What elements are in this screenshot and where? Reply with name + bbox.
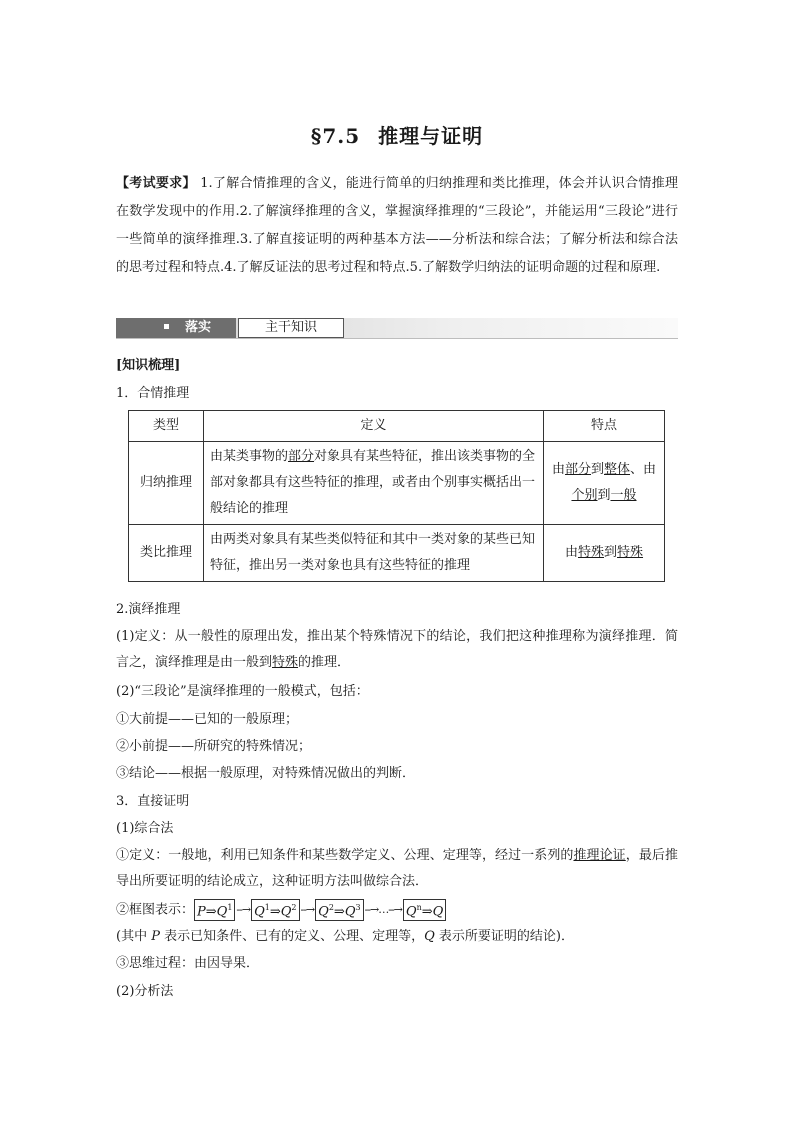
s2-three-part: (2)“三段论”是演绎推理的一般模式，包括： (116, 684, 369, 699)
table-cell-type: 归纳推理 (129, 442, 204, 525)
flow-box: $P\Rightarrow Q^1$ (194, 899, 235, 921)
s3-title: 3．直接证明 (116, 794, 190, 809)
table-header: 特点 (544, 411, 665, 442)
requirements-tag: 【考试要求】 (116, 176, 196, 191)
s2-definition: (1)定义：从一般性的原理出发，推出某个特殊情况下的结论，我们把这种推理称为演绎推理．简言之，演绎推理是由一般到特殊的推理． (116, 629, 678, 670)
section-title: 推理与证明 (378, 124, 484, 148)
table-cell-definition: 由某类事物的部分对象具有某些特征，推出该类事物的全部对象都具有这些特征的推理，或者由个别事实概括出一般结论的推理 (204, 442, 544, 525)
s3-definition: ①定义：一般地，利用已知条件和某些数学定义、公理、定理等，经过一系列的推理论证，最后推导出所要证明的结论成立，这种证明方法叫做综合法． (116, 848, 678, 889)
flow-box: $Q^n\Rightarrow Q$ (403, 899, 446, 921)
arrow-icon: --→ (300, 903, 315, 916)
s3-note: (其中 P 表示已知条件、已有的定义、公理、定理等，Q 表示所要证明的结论)． (116, 929, 574, 944)
banner-left: 落实 (116, 318, 236, 338)
table-cell-definition: 由两类对象具有某些类似特征和其中一类对象的某些已知特征，推出另一类对象也具有这些特征的推理 (204, 525, 544, 582)
section-number: §7.5 (310, 124, 361, 148)
section-banner (116, 318, 678, 339)
table-row (129, 525, 665, 582)
ellipsis-arrow-icon: --→…--→ (364, 903, 402, 916)
exam-requirements (116, 170, 678, 282)
page-title (116, 120, 678, 149)
table-header: 类型 (129, 411, 204, 442)
table-cell-type: 类比推理 (129, 525, 204, 582)
s3-thinking: ③思维过程：由因导果． (116, 956, 260, 971)
list-item: ②小前提——所研究的特殊情况； (116, 739, 312, 754)
list-item: ③结论——根据一般原理，对特殊情况做出的判断． (116, 766, 416, 781)
table-cell-feature: 由部分到整体、由个别到一般 (544, 442, 665, 525)
banner-right: 主干知识 (238, 318, 344, 338)
s1-title: 1．合情推理 (116, 386, 190, 401)
table-row (129, 442, 665, 525)
flow-diagram (194, 898, 446, 922)
s3-analysis-title: (2)分析法 (116, 984, 174, 999)
flow-box: $Q^1\Rightarrow Q^2$ (251, 899, 299, 921)
requirements-text: 1.了解合情推理的含义，能进行简单的归纳推理和类比推理，体会并认识合情推理在数学发现中的作用.2.了解演绎推理的含义，掌握演绎推理的“三段论”，并能运用“三段论”进行一些简单的演绎推理.3.了解直接证明的两种基本方法——分析法和综合法；了解分析法和综合法的思考过程和特点.4.了解反证法的思考过程和特点.5.了解数学归纳法的证明命题的过程和原理. (116, 176, 678, 275)
square-bullet-icon (164, 324, 169, 329)
table-header: 定义 (204, 411, 544, 442)
reasoning-table (128, 410, 665, 582)
table-cell-feature: 由特殊到特殊 (544, 525, 665, 582)
s3-flow: ②框图表示： $P\Rightarrow Q^1$ --→ $Q^1\Rightarrow Q^2$ --→ $Q^2\Rightarrow Q^3$ --→…--→ $Q^n\Rightarrow Q$ (116, 898, 678, 923)
arrow-icon: --→ (236, 903, 251, 916)
flow-box: $Q^2\Rightarrow Q^3$ (315, 899, 363, 921)
s3-synthesis-title: (1)综合法 (116, 821, 174, 836)
table-header-row (129, 411, 665, 442)
list-item: ①大前提——已知的一般原理； (116, 712, 299, 727)
s2-title: 2.演绎推理 (116, 602, 181, 617)
knowledge-tag: [知识梳理] (116, 358, 181, 373)
